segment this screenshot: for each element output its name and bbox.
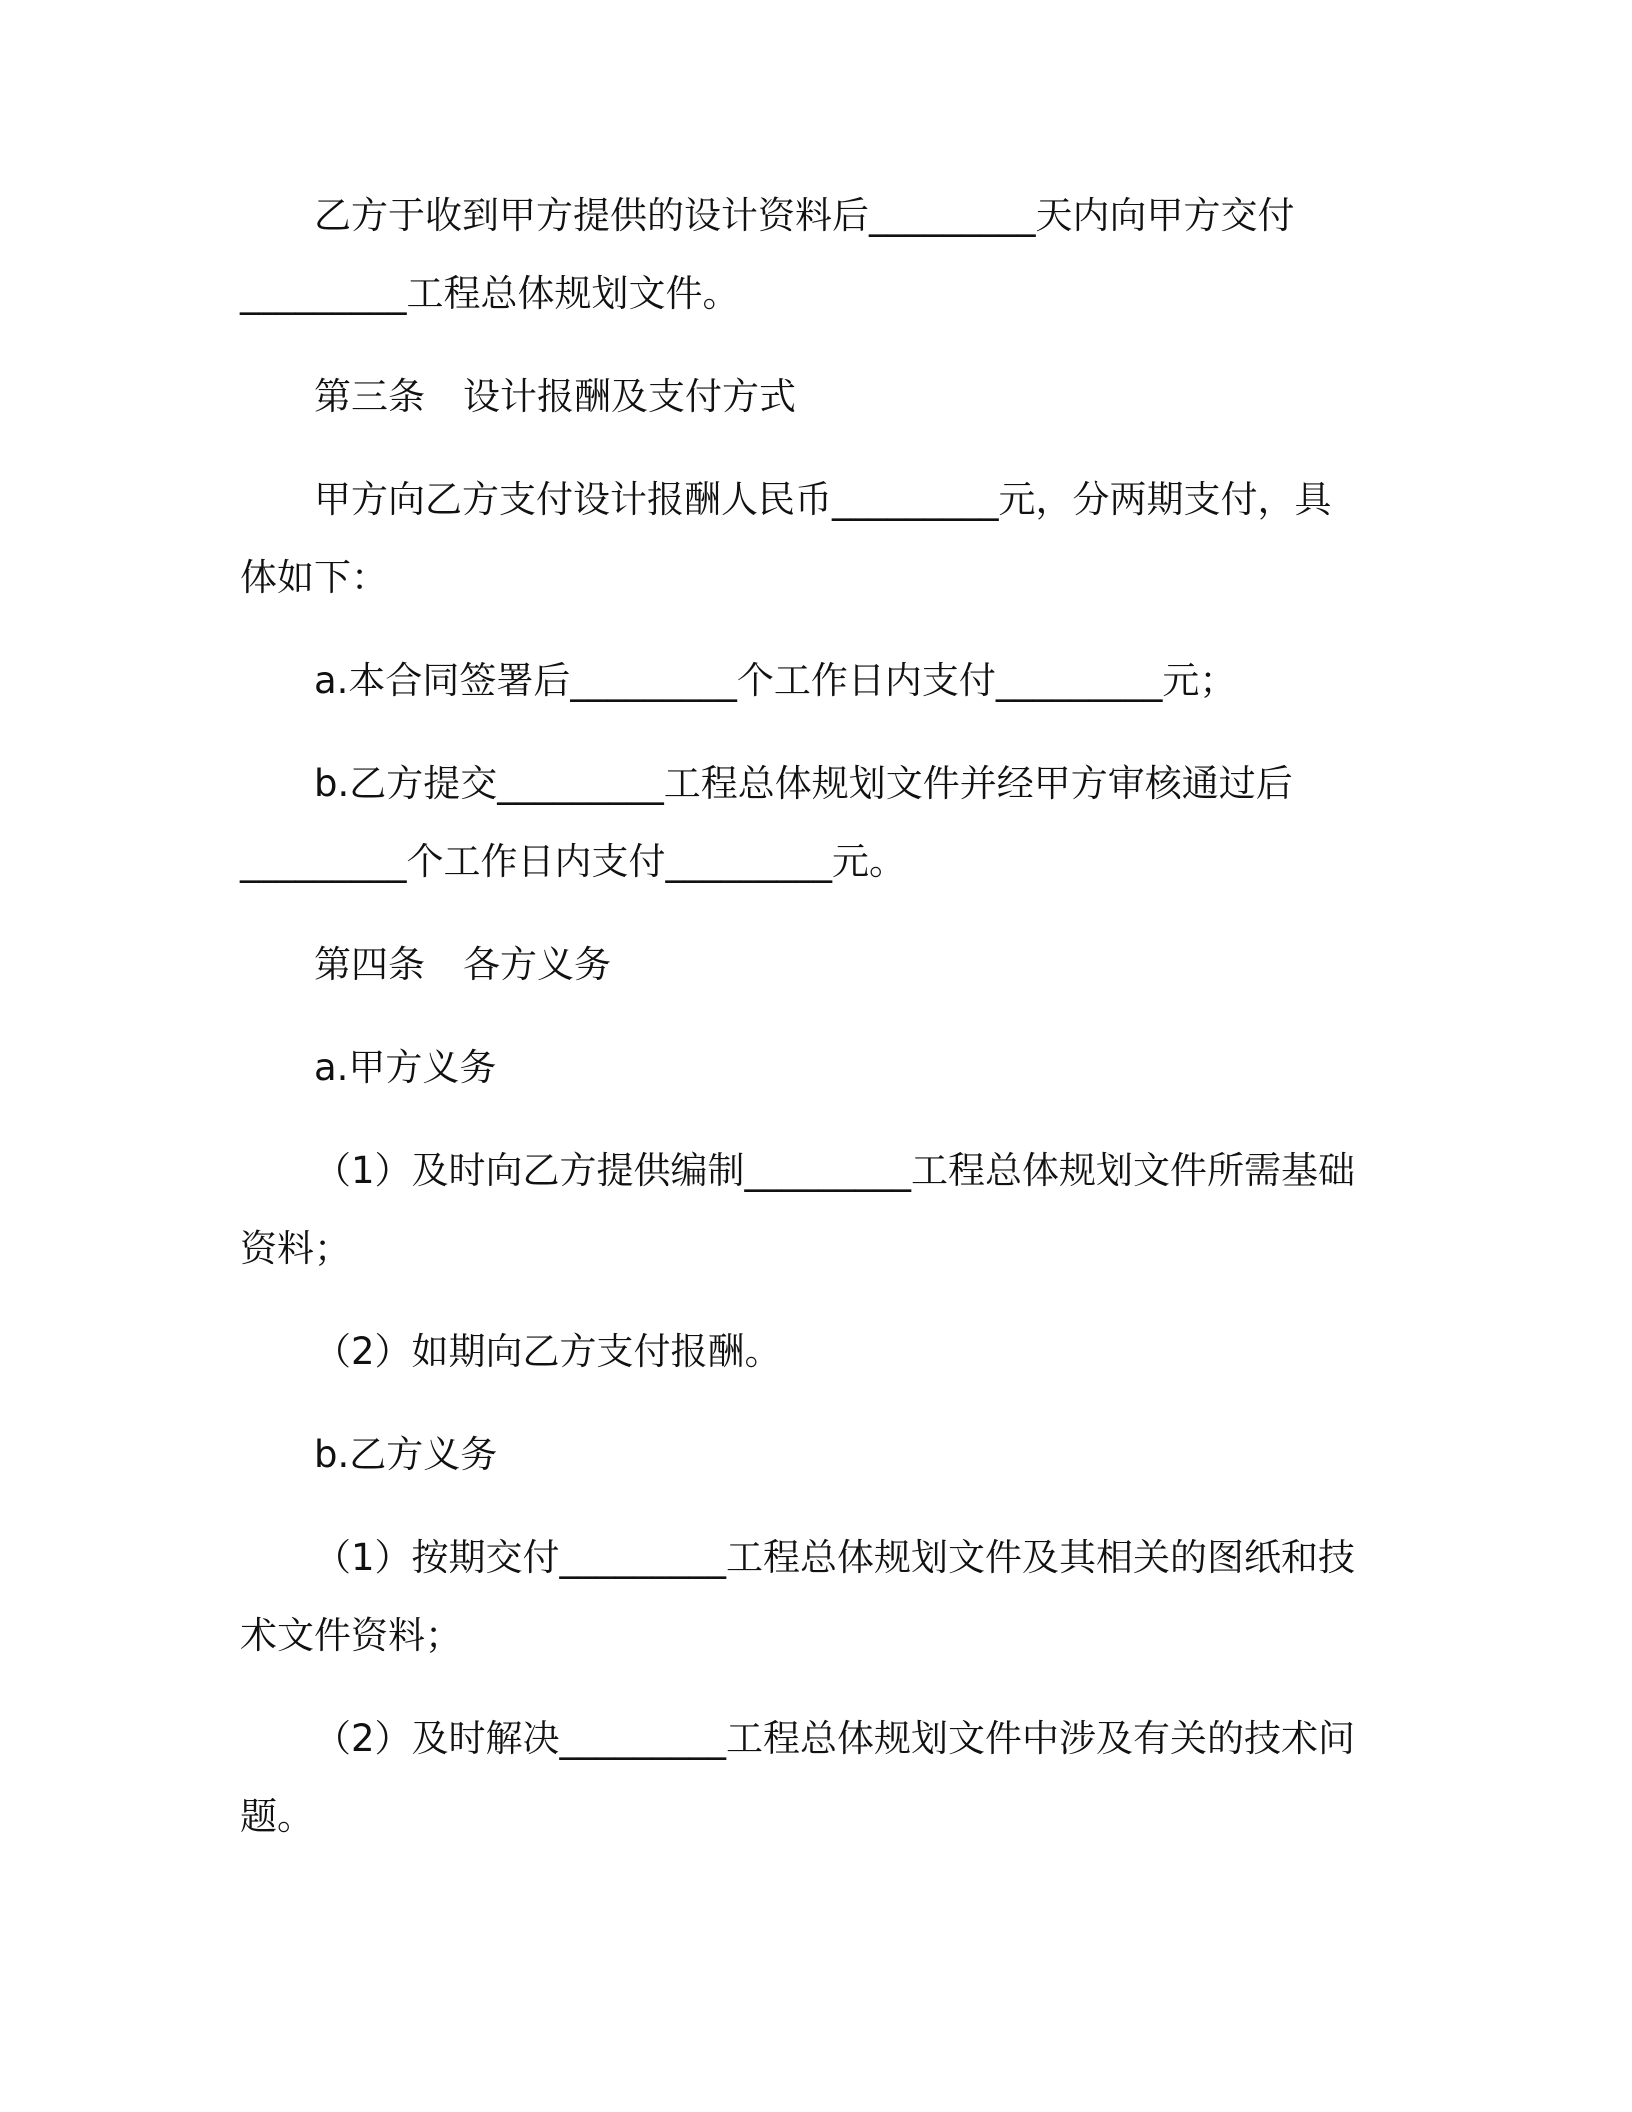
party-a-obligations-heading: a.甲方义务 (314, 1046, 497, 1089)
article-4-title: 各方义务 (463, 943, 611, 986)
article-4-heading (314, 926, 611, 1004)
payment-item-a: a.本合同签署后_________个工作日内支付_________元； (314, 659, 1237, 702)
party-a-obligation-1-line-1: （1）及时向乙方提供编制_________工程总体规划文件所需基础 (314, 1149, 1356, 1192)
paragraph-payment-line-1: 甲方向乙方支付设计报酬人民币_________元，分两期支付，具 (314, 478, 1332, 521)
article-4-number: 第四条 (314, 943, 425, 986)
paragraph-payment-line-2: 体如下： (240, 556, 388, 599)
paragraph-delivery-line-2: _________工程总体规划文件。 (240, 272, 740, 315)
party-a-obligation-1-line-2: 资料； (240, 1227, 351, 1270)
party-b-obligations-heading: b.乙方义务 (314, 1433, 498, 1476)
party-b-obligation-1-line-2: 术文件资料； (240, 1614, 462, 1657)
party-a-obligation-2: （2）如期向乙方支付报酬。 (314, 1330, 782, 1373)
article-3-number: 第三条 (314, 375, 425, 418)
article-3-heading (314, 358, 796, 436)
payment-item-b-line-2: _________个工作日内支付_________元。 (240, 840, 906, 883)
article-3-title: 设计报酬及支付方式 (463, 375, 796, 418)
party-b-obligation-2-line-1: （2）及时解决_________工程总体规划文件中涉及有关的技术问 (314, 1717, 1356, 1760)
party-b-obligation-2-line-2: 题。 (240, 1795, 314, 1838)
payment-item-b-line-1: b.乙方提交_________工程总体规划文件并经甲方审核通过后 (314, 762, 1293, 805)
party-b-obligation-1-line-1: （1）按期交付_________工程总体规划文件及其相关的图纸和技 (314, 1536, 1356, 1579)
paragraph-delivery-line-1: 乙方于收到甲方提供的设计资料后_________天内向甲方交付 (314, 194, 1295, 237)
